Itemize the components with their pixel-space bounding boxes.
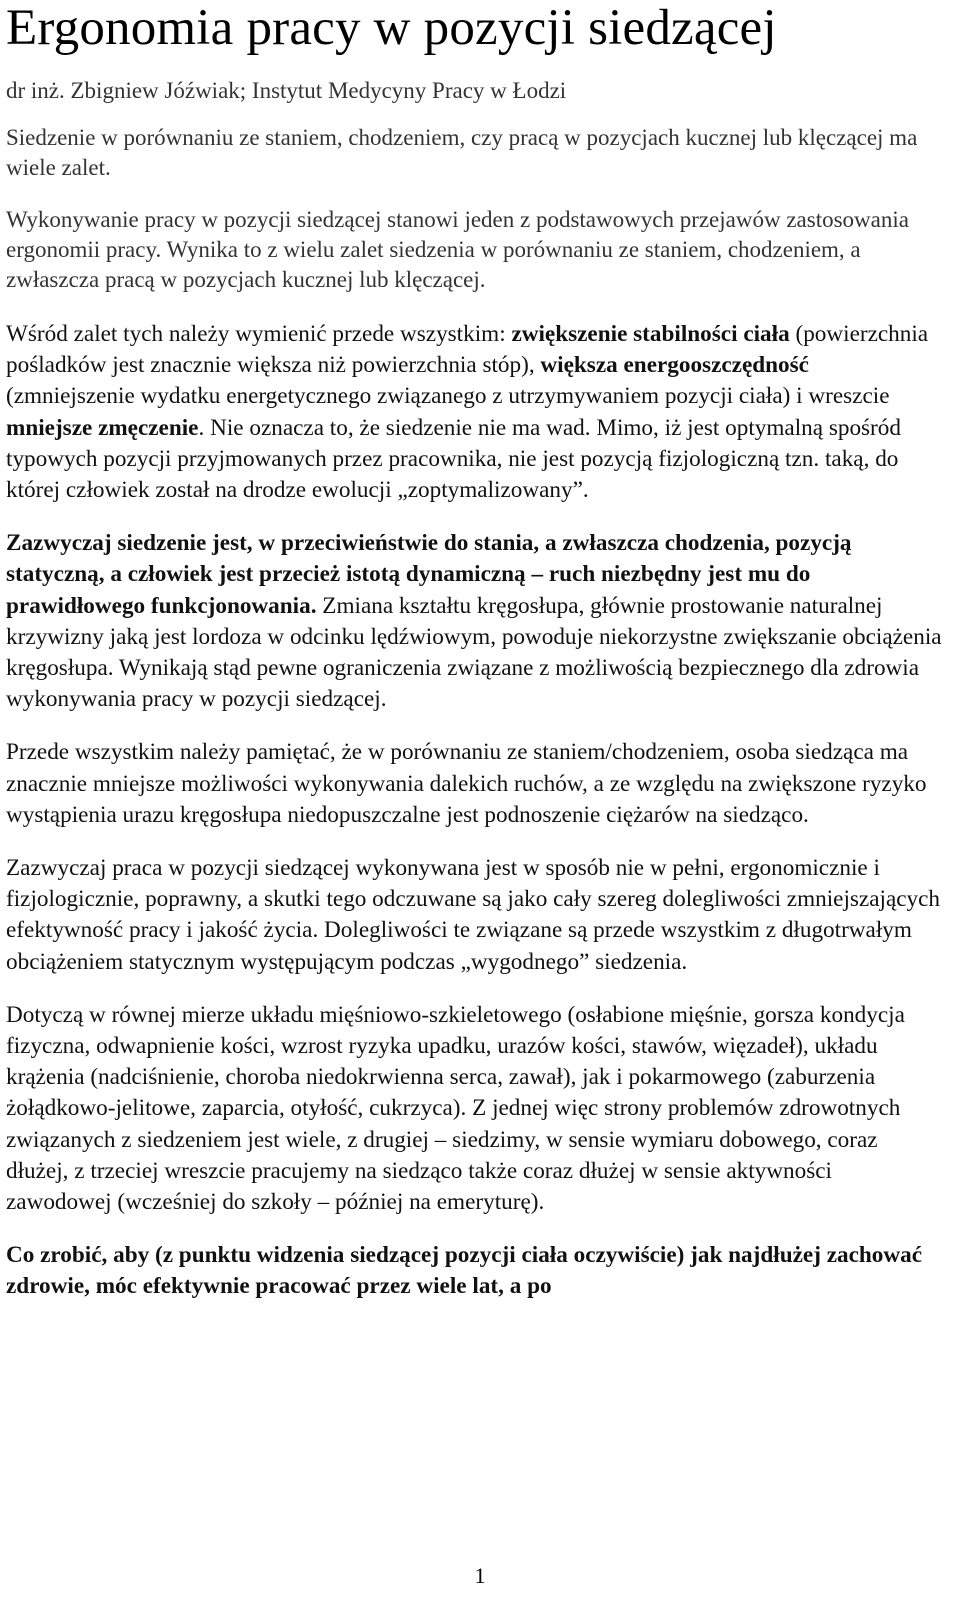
document-title: Ergonomia pracy w pozycji siedzącej: [6, 0, 777, 56]
page-number: 1: [474, 1563, 486, 1588]
paragraph-advantages: [6, 319, 942, 506]
paragraph-text: . Nie oznacza to, że siedzenie nie ma wad. Mimo, iż jest optymalną spośród typowych pozycji przyjmowanych przez pracownika, nie jest pozycją fizjologiczną tzn. taką, do której człowiek został na drodze ewolucji „zoptymalizowany”.: [6, 414, 901, 504]
intro-paragraph: Siedzenie w porównaniu ze staniem, chodzeniem, czy pracą w pozycjach kucznej lub klęczącej ma wiele zalet.: [6, 125, 918, 180]
paragraph-text: (powierzchnia pośladków jest znacznie większa niż powierzchnia stóp),: [6, 321, 929, 379]
paragraph-ailments: Zazwyczaj praca w pozycji siedzącej wykonywana jest w sposób nie w pełni, ergonomicznie i fizjologicznie, poprawny, a skutki tego odczuwane są jako cały szereg dolegliwości zmniejszających efektywność pracy i jakość życia. Dolegliwości te związane są przede wszystkim z długotrwałym obciążeniem statycznym występującym podczas „wygodnego” siedzenia.: [6, 855, 941, 975]
paragraph-text: Wśród zalet tych należy wymienić przede wszystkim:: [6, 321, 512, 347]
bold-question: Co zrobić, aby (z punktu widzenia siedzącej pozycji ciała oczywiście) jak najdłużej zachować zdrowie, móc efektywnie pracować przez wiele lat, a po: [6, 1242, 923, 1300]
document-page: [6, 0, 942, 1303]
lead-paragraph: Wykonywanie pracy w pozycji siedzącej stanowi jeden z podstawowych przejawów zastosowania ergonomii pracy. Wynika to z wielu zalet siedzenia w porównaniu ze staniem, chodzeniem, a zwłaszcza pracą w pozycjach kucznej lub klęczącej.: [6, 207, 909, 292]
paragraph-text: Zmiana kształtu kręgosłupa, głównie prostowanie naturalnej krzywizny jaką jest lordoza w odcinku lędźwiowym, powoduje niekorzystne zwiększanie obciążenia kręgosłupa. Wynikają stąd pewne ograniczenia związane z możliwością bezpiecznego dla zdrowia wykonywania pracy w pozycji siedzącej.: [6, 592, 942, 713]
paragraph-health-systems: Dotyczą w równej mierze układu mięśniowo-szkieletowego (osłabione mięśnie, gorsza kondycja fizyczna, odwapnienie kości, wzrost ryzyka upadku, urazów kości, stawów, więzadeł), układu krążenia (nadciśnienie, choroba niedokrwienna serca, zawał), jak i pokarmowego (zaburzenia żołądkowo-jelitowe, zaparcia, otyłość, cukrzyca). Z jednej więc strony problemów zdrowotnych związanych z siedzeniem jest wiele, z drugiej – siedzimy, w sensie wymiaru dobowego, coraz dłużej, z trzeciej wreszcie pracujemy na siedząco także coraz dłużej w sensie aktywności zawodowej (wcześniej do szkoły – później na emeryturę).: [6, 1001, 905, 1216]
paragraph-limitations: Przede wszystkim należy pamiętać, że w porównaniu ze staniem/chodzeniem, osoba siedząca ma znacznie mniejsze możliwości wykonywania dalekich ruchów, a ze względu na zwiększone ryzyko wystąpienia urazu kręgosłupa niedopuszczalne jest podnoszenie ciężarów na siedząco.: [6, 739, 927, 828]
paragraph-question: [6, 1240, 942, 1302]
bold-phrase-fatigue: mniejsze zmęczenie: [6, 414, 199, 441]
paragraph-static-posture: [6, 528, 942, 715]
paragraph-text: (zmniejszenie wydatku energetycznego związanego z utrzymywaniem pozycji ciała) i wreszcie: [6, 383, 890, 410]
author-line: dr inż. Zbigniew Jóźwiak; Instytut Medycyny Pracy w Łodzi: [6, 78, 567, 103]
bold-statement-static: Zazwyczaj siedzenie jest, w przeciwieństwie do stania, a zwłaszcza chodzenia, pozycją statyczną, a człowiek jest przecież istotą dynamiczną – ruch niezbędny jest mu do prawidłowego funkcjonowania.: [6, 530, 852, 619]
bold-phrase-energy: większa energooszczędność: [540, 352, 809, 379]
bold-phrase-stability: zwiększenie stabilności ciała: [511, 321, 790, 347]
